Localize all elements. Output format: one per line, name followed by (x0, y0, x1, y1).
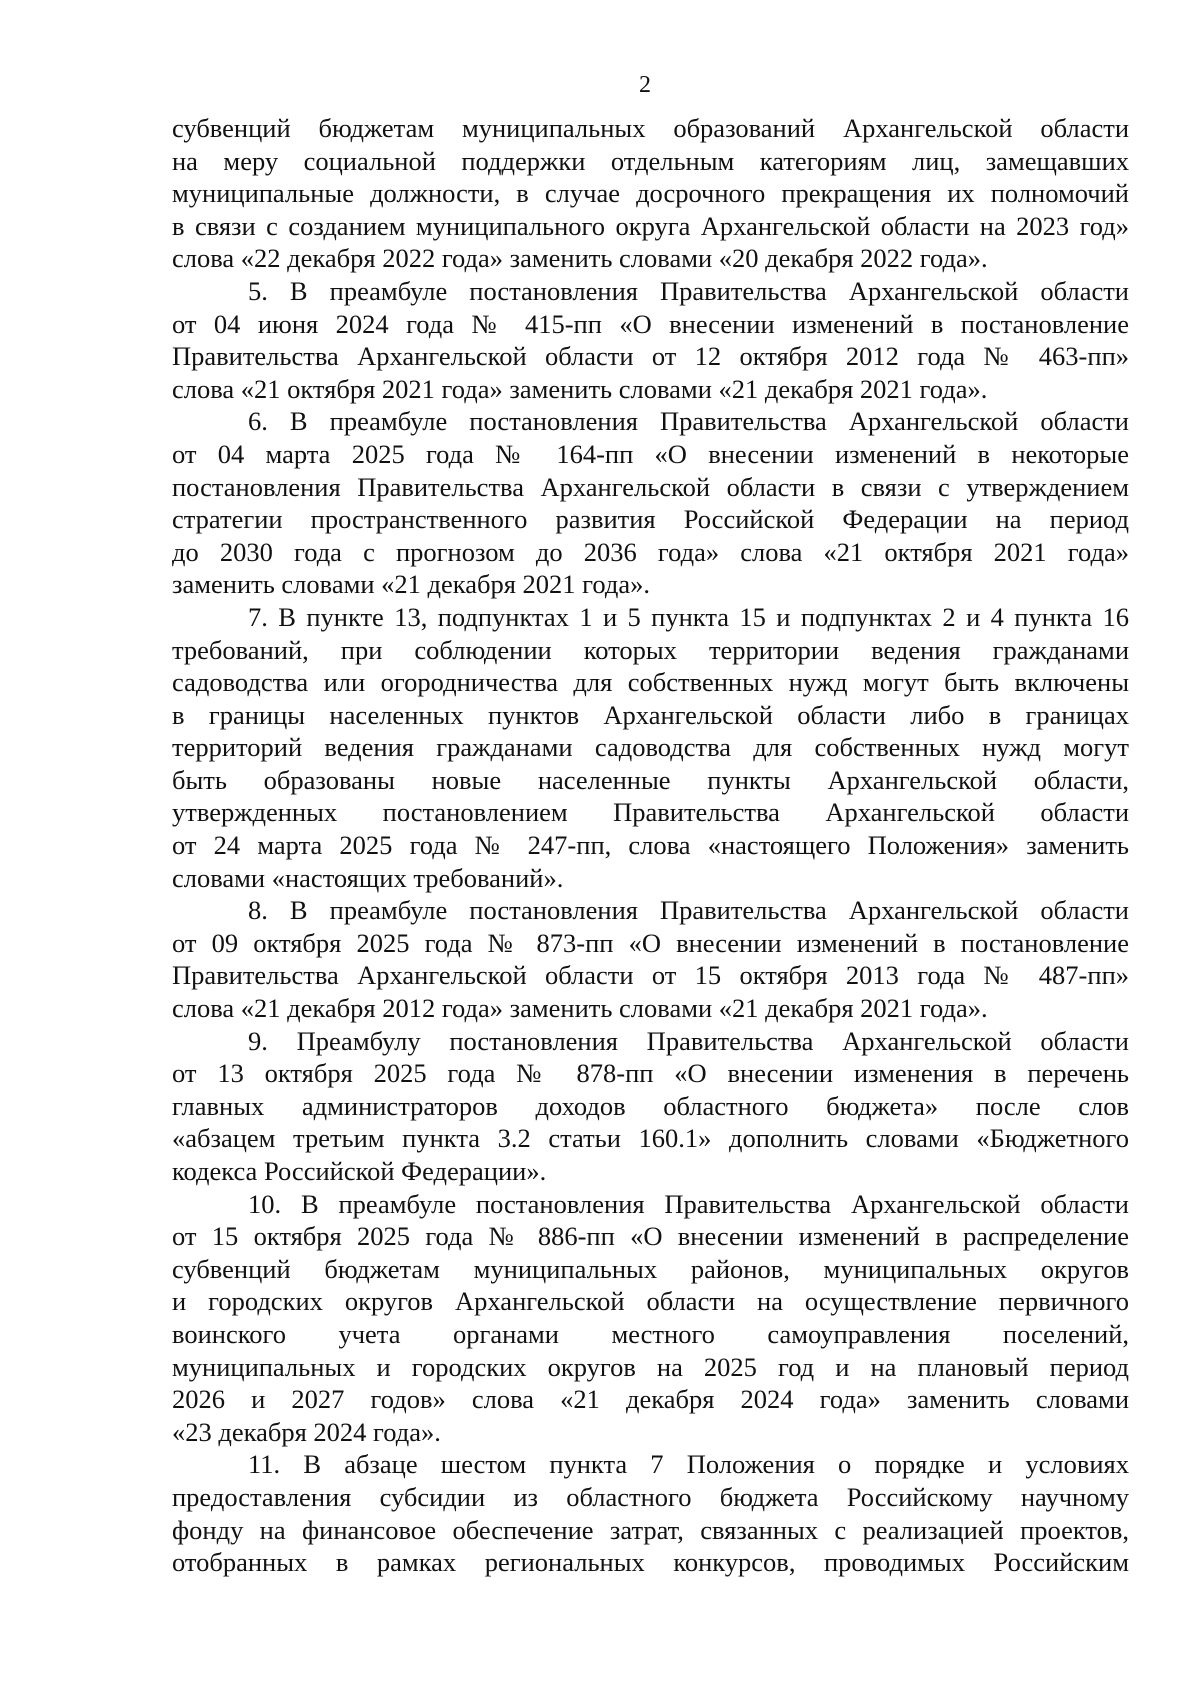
text-line: от 04 июня 2024 года № 415-пп «О внесении изменений в постановление (172, 308, 1129, 339)
text-line: быть образованы новые населенные пункты Архангельской области, (172, 764, 1129, 795)
text-line: от 15 октября 2025 года № 886-пп «О внесении изменений в распределение (172, 1221, 1129, 1252)
text-line: на меру социальной поддержки отдельным категориям лиц, замещавших (172, 145, 1129, 176)
text-line: отобранных в рамках региональных конкурсов, проводимых Российским (172, 1547, 1129, 1578)
paragraph-first-line: 11. В абзаце шестом пункта 7 Положения о порядке и условиях (248, 1449, 1129, 1480)
text-line: «23 декабря 2024 года». (172, 1416, 441, 1447)
text-line: субвенций бюджетам муниципальных образований Архангельской области (172, 113, 1129, 143)
text-line: воинского учета органами местного самоуправления поселений, (172, 1318, 1129, 1349)
text-line: муниципальных и городских округов на 2025 год и на плановый период (172, 1351, 1129, 1382)
text-line: слова «21 октября 2021 года» заменить словами «21 декабря 2021 года». (172, 373, 988, 404)
text-line: в связи с созданием муниципального округа Архангельской области на 2023 год» (172, 210, 1129, 241)
text-line: до 2030 года с прогнозом до 2036 года» слова «21 октября 2021 года» (172, 536, 1129, 567)
document-body (172, 112, 1129, 1579)
page-number: 2 (639, 72, 651, 98)
text-line: заменить словами «21 декабря 2021 года». (172, 569, 650, 600)
text-line: 2026 и 2027 годов» слова «21 декабря 2024 года» заменить словами (172, 1384, 1129, 1415)
text-line: фонду на финансовое обеспечение затрат, связанных с реализацией проектов, (172, 1514, 1129, 1545)
text-line: главных администраторов доходов областного бюджета» после слов (172, 1090, 1129, 1121)
paragraph-first-line: 8. В преамбуле постановления Правительства Архангельской области (248, 895, 1129, 926)
text-line: и городских округов Архангельской области на осуществление первичного (172, 1286, 1129, 1317)
text-line: утвержденных постановлением Правительства Архангельской области (172, 797, 1129, 828)
paragraph-first-line: 9. Преамбулу постановления Правительства Архангельской области (248, 1025, 1129, 1056)
text-line: требований, при соблюдении которых территории ведения гражданами (172, 634, 1129, 665)
text-line: словами «настоящих требований». (172, 862, 564, 893)
paragraph-first-line: 6. В преамбуле постановления Правительства Архангельской области (248, 406, 1129, 437)
text-line: слова «21 декабря 2012 года» заменить словами «21 декабря 2021 года». (172, 993, 988, 1024)
text-line: садоводства или огородничества для собственных нужд могут быть включены (172, 667, 1129, 698)
text-line: от 24 марта 2025 года № 247-пп, слова «настоящего Положения» заменить (172, 830, 1129, 861)
paragraph-first-line: 7. В пункте 13, подпунктах 1 и 5 пункта 15 и подпунктах 2 и 4 пункта 16 (248, 601, 1129, 632)
text-line: от 04 марта 2025 года № 164-пп «О внесении изменений в некоторые (172, 438, 1129, 469)
text-line: муниципальные должности, в случае досрочного прекращения их полномочий (172, 178, 1129, 209)
text-line: в границы населенных пунктов Архангельской области либо в границах (172, 699, 1129, 730)
text-line: от 13 октября 2025 года № 878-пп «О внесении изменения в перечень (172, 1058, 1129, 1089)
text-line: «абзацем третьим пункта 3.2 статьи 160.1» дополнить словами «Бюджетного (172, 1123, 1129, 1154)
text-line: Правительства Архангельской области от 15 октября 2013 года № 487-пп» (172, 960, 1129, 991)
text-line: стратегии пространственного развития Российской Федерации на период (172, 504, 1129, 535)
text-line: субвенций бюджетам муниципальных районов, муниципальных округов (172, 1253, 1129, 1284)
text-line: предоставления субсидии из областного бюджета Российскому научному (172, 1481, 1129, 1512)
text-line: Правительства Архангельской области от 12 октября 2012 года № 463-пп» (172, 341, 1129, 372)
text-line: от 09 октября 2025 года № 873-пп «О внесении изменений в постановление (172, 927, 1129, 958)
text-line: кодекса Российской Федерации». (172, 1156, 547, 1186)
text-line: постановления Правительства Архангельской области в связи с утверждением (172, 471, 1129, 502)
text-line: слова «22 декабря 2022 года» заменить словами «20 декабря 2022 года». (172, 243, 988, 274)
paragraph-first-line: 10. В преамбуле постановления Правительства Архангельской области (248, 1188, 1129, 1219)
text-line: территорий ведения гражданами садоводства для собственных нужд могут (172, 732, 1129, 763)
paragraph-first-line: 5. В преамбуле постановления Правительства Архангельской области (248, 275, 1129, 306)
